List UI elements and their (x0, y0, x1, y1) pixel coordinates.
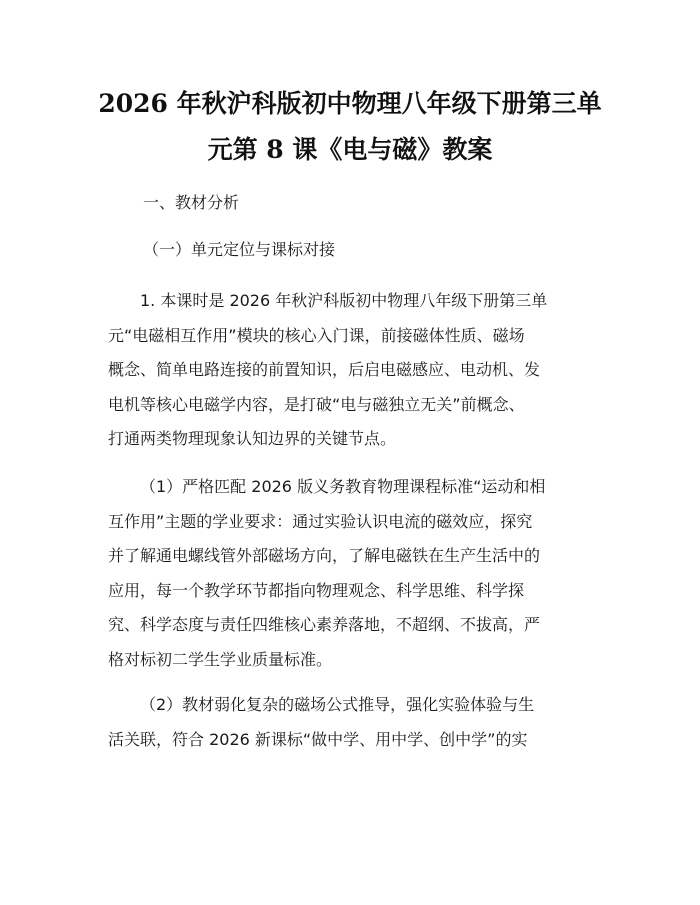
document-title-line-2: 元第 8 课《电与磁》教案 (207, 135, 493, 164)
paragraph-line: （2）教材弱化复杂的磁场公式推导，强化实验体验与生 (140, 695, 535, 714)
paragraph-line: 1. 本课时是 2026 年秋沪科版初中物理八年级下册第三单 (140, 291, 548, 310)
paragraph-line: 互作用”主题的学业要求：通过实验认识电流的磁效应，探究 (108, 511, 533, 531)
paragraph-line: 并了解通电螺线管外部磁场方向，了解电磁铁在生产生活中的 (108, 546, 541, 565)
paragraph-line: 打通两类物理现象认知边界的关键节点。 (108, 429, 397, 448)
paragraph-line: 应用，每一个教学环节都指向物理观念、科学思维、科学探 (108, 580, 525, 600)
paragraph-line: 概念、简单电路连接的前置知识，后启电磁感应、电动机、发 (108, 360, 541, 379)
paragraph-line: 活关联，符合 2026 新课标“做中学、用中学、创中学”的实 (108, 729, 528, 749)
paragraph-line: 究、科学态度与责任四维核心素养落地，不超纲、不拔高，严 (108, 615, 541, 634)
document-title-line-1: 2026 年秋沪科版初中物理八年级下册第三单 (98, 89, 602, 118)
paragraph-3 (108, 688, 608, 757)
paragraph-line: （1）严格匹配 2026 版义务教育物理课程标准“运动和相 (140, 477, 546, 496)
paragraph-line: 格对标初二学生学业质量标准。 (108, 649, 333, 669)
section-heading: 一、教材分析 (143, 193, 240, 212)
paragraph-line: 电机等核心电磁学内容，是打破“电与磁独立无关”前概念、 (108, 394, 525, 414)
paragraph-2 (108, 470, 608, 677)
paragraph-1 (108, 284, 608, 457)
subsection-heading: （一）单元定位与课标对接 (143, 240, 336, 259)
paragraph-line: 元“电磁相互作用”模块的核心入门课，前接磁体性质、磁场 (108, 325, 525, 345)
